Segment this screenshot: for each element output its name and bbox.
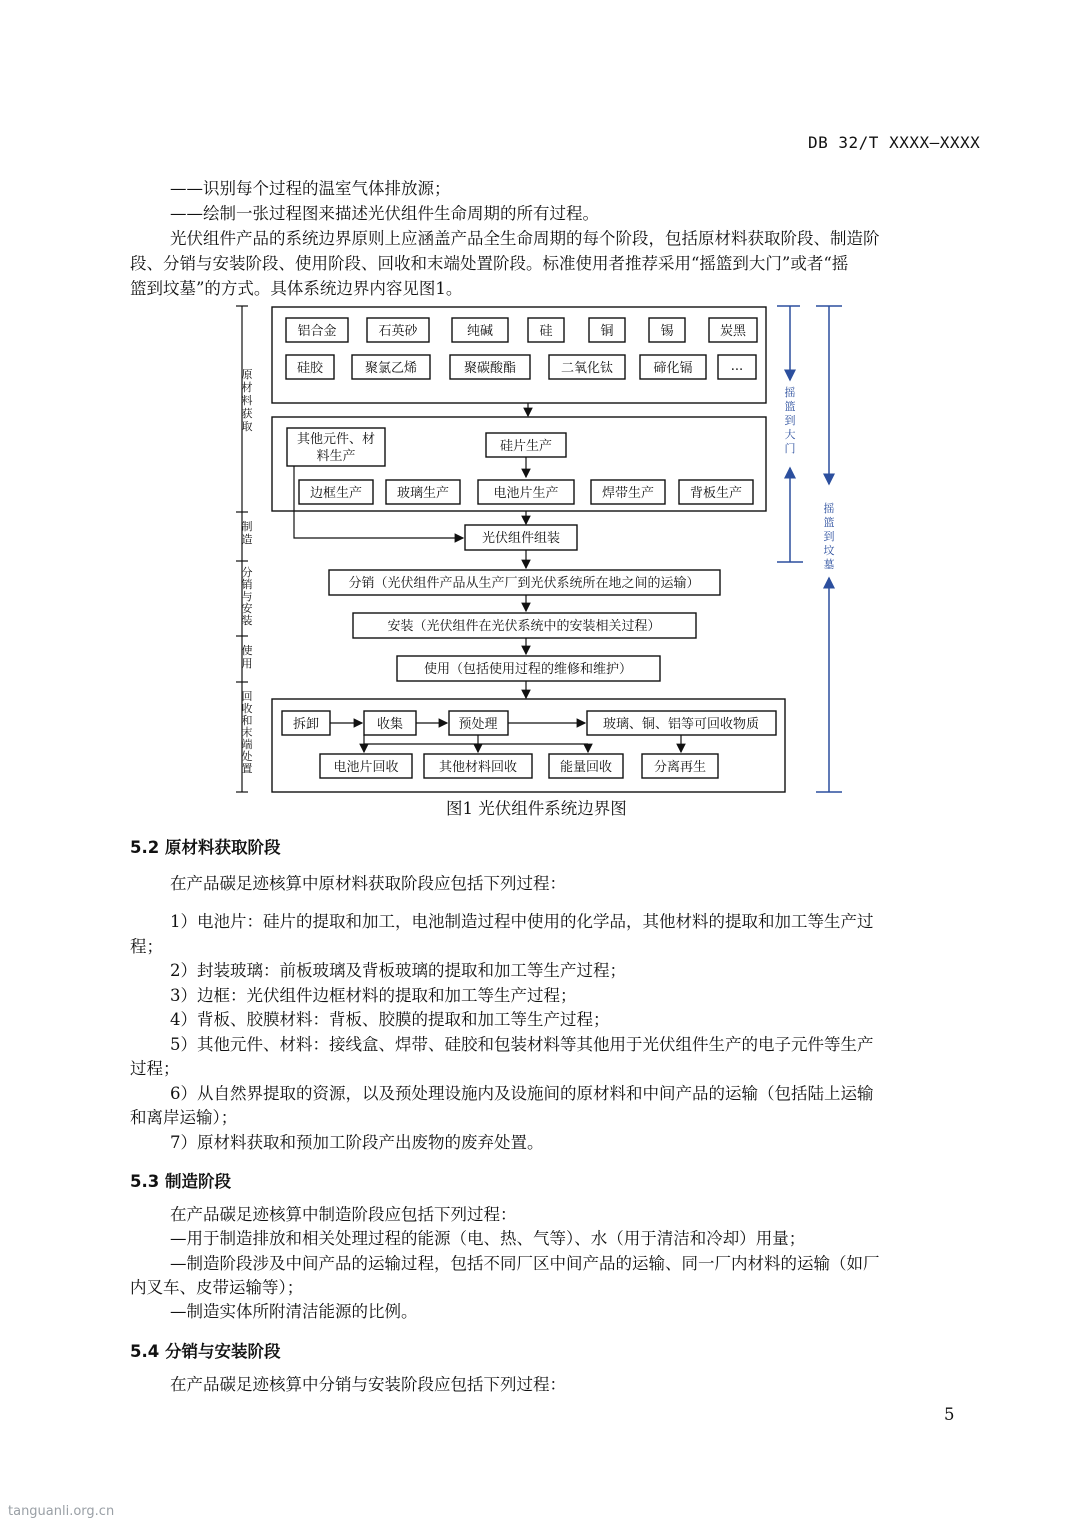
other-components-box: 其他元件、材: [296, 432, 376, 447]
distribution-box: 分销（光伏组件产品从生产厂到光伏系统所在地之间的运输）: [348, 576, 700, 591]
para-line: —制造阶段涉及中间产品的运输过程，包括不同厂区中间产品的运输、同一厂内材料的运输（如厂: [170, 1254, 880, 1273]
para-line: 3）边框：光伏组件边框材料的提取和加工等生产过程；: [170, 986, 577, 1005]
recycle-outcome: 能量回收: [559, 760, 613, 775]
section-title: 5.3 制造阶段: [130, 1172, 231, 1191]
para-line: 7）原材料获取和预加工阶段产出废物的废弃处置。: [170, 1133, 544, 1152]
material-box: 聚氯乙烯: [364, 361, 418, 376]
material-box: 硅: [539, 324, 553, 339]
para-line: 在产品碳足迹核算中原材料获取阶段应包括下列过程：: [170, 874, 566, 893]
para-line: 1）电池片：硅片的提取和加工，电池制造过程中使用的化学品，其他材料的提取和加工等生产过: [170, 912, 874, 931]
para-line: 内叉车、皮带运输等）；: [130, 1278, 304, 1297]
intro-line: ——绘制一张过程图来描述光伏组件生命周期的所有过程。: [170, 204, 599, 223]
stage-label-recycle: 回收和末端处置: [241, 690, 253, 775]
para-line: —制造实体所附清洁能源的比例。: [170, 1302, 418, 1321]
other-components-box: 料生产: [316, 449, 356, 464]
stage-label-manufacture: 制造: [241, 520, 253, 546]
scope-cradle-to-gate: [777, 306, 803, 562]
material-box: 铜: [600, 324, 614, 339]
watermark-text: tanguanli.org.cn: [8, 1504, 115, 1519]
intro-line: 篮到坟墓”的方式。具体系统边界内容见图1。: [130, 279, 463, 298]
material-box: ...: [730, 359, 744, 374]
material-box: 聚碳酸酯: [463, 361, 517, 376]
recycle-step: 预处理: [458, 717, 498, 732]
para-line: 6）从自然界提取的资源，以及预处理设施内及设施间的原材料和中间产品的运输（包括陆上运输: [170, 1084, 874, 1103]
para-line: 过程；: [130, 1059, 180, 1078]
material-box: 铝合金: [297, 324, 337, 339]
page-number: 5: [944, 1405, 955, 1424]
figure-caption: 图1 光伏组件系统边界图: [446, 799, 627, 818]
recycle-step: 收集: [376, 717, 404, 732]
assembly-box: 光伏组件组装: [481, 531, 561, 546]
svg-text:摇篮到大门: 摇篮到大门: [784, 386, 796, 455]
material-box: 碲化镉: [653, 361, 693, 376]
recycle-outcome: 其他材料回收: [438, 760, 518, 775]
para-line: 程；: [130, 937, 163, 956]
recycle-outcome: 分离再生: [653, 760, 707, 775]
production-box: 焊带生产: [601, 486, 655, 501]
section-title: 5.2 原材料获取阶段: [130, 838, 281, 857]
scope-cradle-to-grave: [816, 306, 842, 792]
stage-label-distribution: 分销与安装: [241, 566, 253, 627]
para-line: 2）封装玻璃：前板玻璃及背板玻璃的提取和加工等生产过程；: [170, 961, 626, 980]
intro-line: 光伏组件产品的系统边界原则上应涵盖产品全生命周期的每个阶段，包括原材料获取阶段、制造阶: [170, 229, 880, 248]
standard-header: DB 32/T XXXX—XXXX: [808, 133, 981, 152]
svg-text:摇篮到坟墓: 摇篮到坟墓: [823, 502, 835, 571]
recycle-step: 玻璃、铜、铝等可回收物质: [602, 717, 760, 732]
para-line: —用于制造排放和相关处理过程的能源（电、热、气等）、水（用于清洁和冷却）用量；: [170, 1229, 806, 1248]
recycle-step: 拆卸: [292, 717, 320, 732]
intro-line: ——识别每个过程的温室气体排放源；: [170, 179, 451, 198]
para-line: 5）其他元件、材料：接线盒、焊带、硅胶和包装材料等其他用于光伏组件生产的电子元件等生产: [170, 1035, 874, 1054]
material-box: 硅胶: [296, 361, 324, 376]
stage-label-raw: 原材料获取: [241, 368, 253, 433]
material-box: 炭黑: [719, 324, 747, 339]
material-box: 石英砂: [378, 324, 418, 339]
production-box: 边框生产: [309, 486, 363, 501]
wafer-box: 硅片生产: [499, 439, 553, 454]
production-box: 电池片生产: [493, 486, 559, 501]
recycle-outcome: 电池片回收: [333, 760, 399, 775]
stage-label-use: 使用: [241, 644, 253, 670]
para-line: 在产品碳足迹核算中制造阶段应包括下列过程：: [170, 1205, 517, 1224]
use-box: 使用（包括使用过程的维修和维护）: [423, 662, 633, 677]
intro-line: 段、分销与安装阶段、使用阶段、回收和末端处置阶段。标准使用者推荐采用“摇篮到大门”或者“摇: [130, 254, 849, 273]
para-line: 在产品碳足迹核算中分销与安装阶段应包括下列过程：: [170, 1375, 566, 1394]
production-box: 玻璃生产: [396, 486, 450, 501]
material-box: 纯碱: [466, 324, 494, 339]
material-box: 二氧化钛: [560, 361, 614, 376]
installation-box: 安装（光伏组件在光伏系统中的安装相关过程）: [387, 619, 661, 634]
material-box: 锡: [660, 324, 674, 339]
para-line: 4）背板、胶膜材料：背板、胶膜的提取和加工等生产过程；: [170, 1010, 610, 1029]
para-line: 和离岸运输）；: [130, 1108, 238, 1127]
section-title: 5.4 分销与安装阶段: [130, 1342, 281, 1361]
production-box: 背板生产: [689, 486, 743, 501]
